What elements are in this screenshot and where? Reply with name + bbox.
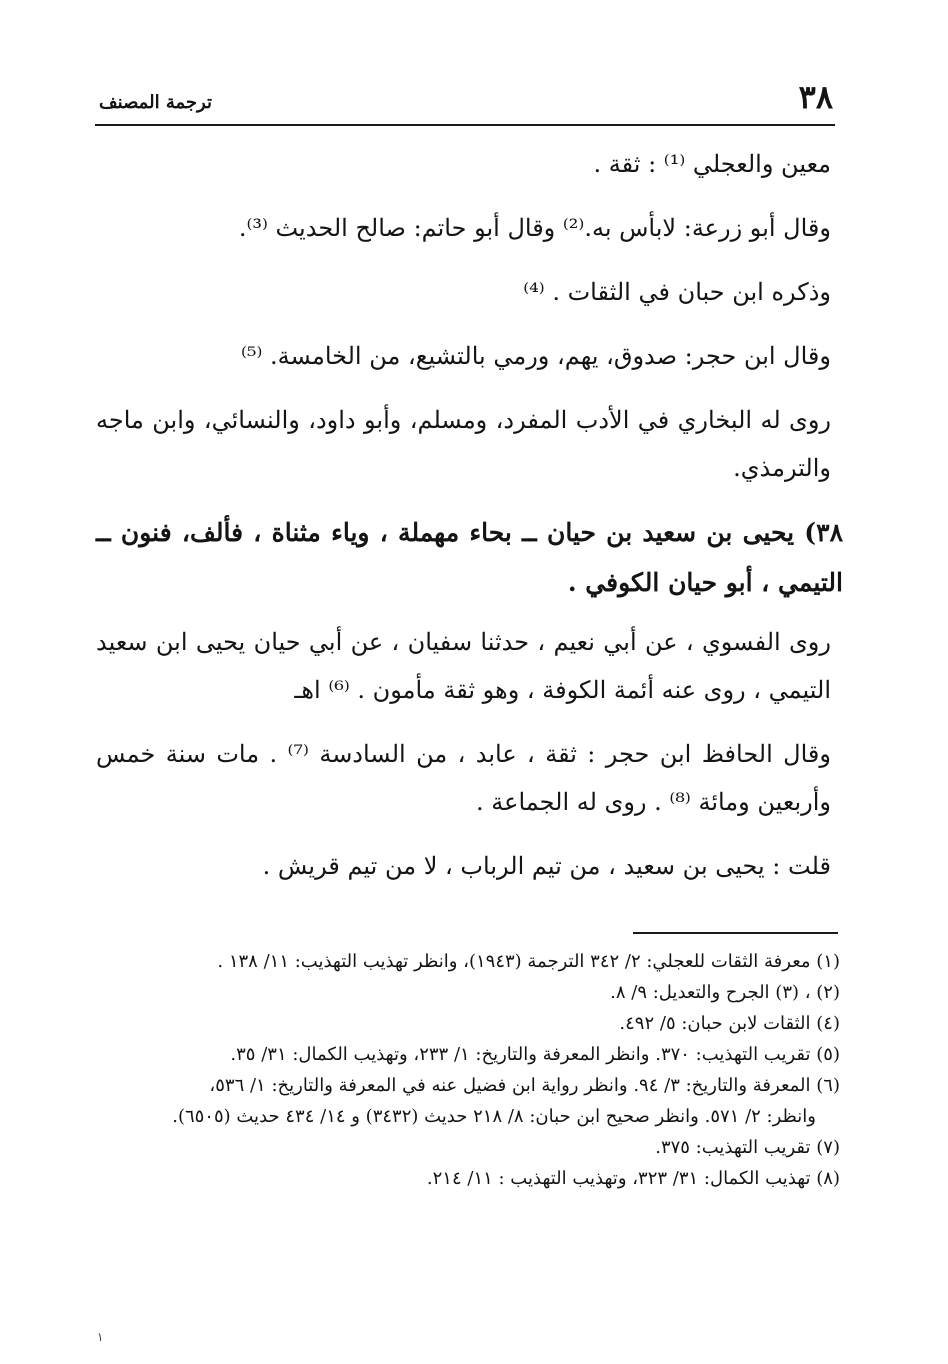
footnote-continuation: وانظر: ٢/ ٥٧١. وانظر صحيح ابن حبان: ٨/ ٢١٨ حديث (٣٤٣٢) و ١٤/ ٤٣٤ حديث (٦٥٠٥). xyxy=(172,1106,816,1127)
page-number: ٣٨ xyxy=(798,78,833,116)
paragraph: روى له البخاري في الأدب المفرد، ومسلم، وأبو داود، والنسائي، وابن ماجه والترمذي. xyxy=(96,406,831,482)
footnote xyxy=(100,1008,840,1039)
entry-heading: ٣٨) يحيى بن سعيد بن حيان ــ بحاء مهملة ، وياء مثناة ، فألف، فنون ــ التيمي ، أبو حيان الكوفي . xyxy=(96,518,843,597)
footnotes xyxy=(100,946,840,1194)
paragraph: وقال ابن حجر: صدوق، يهم، ورمي بالتشيع، من الخامسة. ⁽⁵⁾ xyxy=(241,342,831,370)
footnote-text: (٦) المعرفة والتاريخ: ٣/ ٩٤. وانظر رواية ابن فضيل عنه في المعرفة والتاريخ: ١/ ٥٣٦، xyxy=(209,1075,840,1096)
paragraph: وقال الحافظ ابن حجر : ثقة ، عابد ، من السادسة ⁽⁷⁾ . مات سنة خمس وأربعين ومائة ⁽⁸⁾ . روى له الجماعة . xyxy=(96,740,831,816)
footnote-text: (٥) تقريب التهذيب: ٣٧٠. وانظر المعرفة والتاريخ: ١/ ٢٣٣، وتهذيب الكمال: ٣١/ ٣٥. xyxy=(230,1044,840,1065)
footnote-separator xyxy=(633,932,838,934)
footnote xyxy=(100,1039,840,1070)
footnote xyxy=(100,1163,840,1194)
footnote xyxy=(100,1070,840,1132)
footnote xyxy=(100,1132,840,1163)
paragraph: قلت : يحيى بن سعيد ، من تيم الرباب ، لا من تيم قريش . xyxy=(262,852,831,880)
footnote-text: (٤) الثقات لابن حبان: ٥/ ٤٩٢. xyxy=(619,1013,840,1034)
margin-mark: ١ xyxy=(97,1330,104,1344)
footnote-text: (١) معرفة الثقات للعجلي: ٢/ ٣٤٢ الترجمة (١٩٤٣)، وانظر تهذيب التهذيب: ١١/ ١٣٨ . xyxy=(217,951,840,972)
footnote-text: (٢) ، (٣) الجرح والتعديل: ٩/ ٨. xyxy=(610,982,840,1003)
paragraph: وذكره ابن حبان في الثقات . ⁽⁴⁾ xyxy=(523,278,831,306)
footnote-text: (٨) تهذيب الكمال: ٣١/ ٣٢٣، وتهذيب التهذيب : ١١/ ٢١٤. xyxy=(426,1168,840,1189)
footnote xyxy=(100,977,840,1008)
paragraph: معين والعجلي ⁽¹⁾ : ثقة . xyxy=(593,150,831,178)
footnote xyxy=(100,946,840,977)
footnote-text: (٧) تقريب التهذيب: ٣٧٥. xyxy=(655,1137,840,1158)
paragraph: روى الفسوي ، عن أبي نعيم ، حدثنا سفيان ، عن أبي حيان يحيى ابن سعيد التيمي ، روى عنه أئمة الكوفة ، وهو ثقة مأمون . ⁽⁶⁾ اهـ xyxy=(96,628,831,704)
paragraph: وقال أبو زرعة: لابأس به.⁽²⁾ وقال أبو حاتم: صالح الحديث ⁽³⁾. xyxy=(238,214,831,242)
running-title: ترجمة المصنف xyxy=(99,92,212,113)
page-header xyxy=(95,78,835,126)
main-text xyxy=(96,140,843,890)
